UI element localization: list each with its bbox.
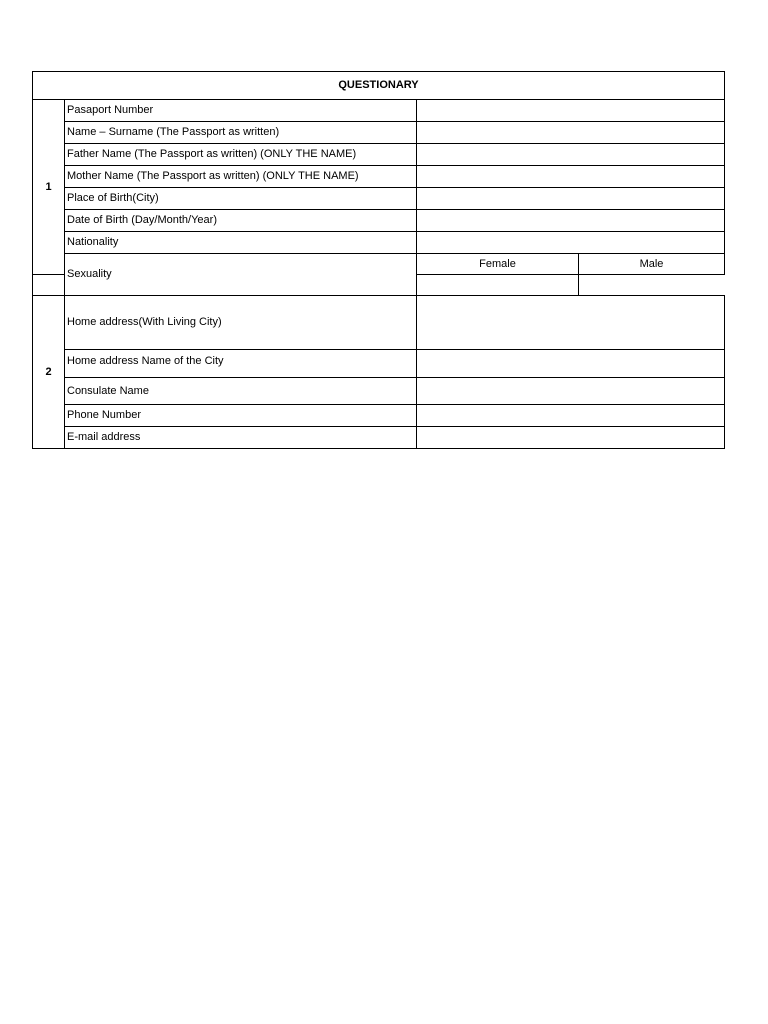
field-input-mother-name[interactable]	[417, 166, 725, 188]
field-label-home-city: Home address Name of the City	[65, 350, 417, 378]
field-label-consulate-name: Consulate Name	[65, 378, 417, 405]
sexuality-option-male-label: Male	[579, 254, 725, 275]
form-row-nationality	[33, 232, 725, 254]
form-row-home-address	[33, 296, 725, 350]
questionary-form	[32, 71, 725, 449]
field-label-nationality: Nationality	[65, 232, 417, 254]
sexuality-option-female-label: Female	[417, 254, 579, 275]
form-row-place-of-birth	[33, 188, 725, 210]
form-title: QUESTIONARY	[33, 72, 725, 100]
field-input-phone-number[interactable]	[417, 405, 725, 427]
section-number-2: 2	[33, 296, 65, 449]
form-row-sexuality	[33, 254, 725, 275]
form-row-home-city	[33, 350, 725, 378]
form-row-father-name	[33, 144, 725, 166]
field-label-father-name: Father Name (The Passport as written) (ONLY THE NAME)	[65, 144, 417, 166]
form-row-consulate-name	[33, 378, 725, 405]
field-input-home-address[interactable]	[417, 296, 725, 350]
field-label-phone-number: Phone Number	[65, 405, 417, 427]
form-row-mother-name	[33, 166, 725, 188]
field-input-place-of-birth[interactable]	[417, 188, 725, 210]
field-label-place-of-birth: Place of Birth(City)	[65, 188, 417, 210]
field-input-passport-number[interactable]	[417, 100, 725, 122]
field-label-email-address: E-mail address	[65, 427, 417, 449]
field-label-passport-number: Pasaport Number	[65, 100, 417, 122]
field-label-sexuality: Sexuality	[65, 254, 417, 296]
field-input-nationality[interactable]	[417, 232, 725, 254]
sexuality-female-input[interactable]	[33, 275, 65, 296]
field-input-date-of-birth[interactable]	[417, 210, 725, 232]
field-input-consulate-name[interactable]	[417, 378, 725, 405]
field-input-email-address[interactable]	[417, 427, 725, 449]
section-number-1: 1	[33, 100, 65, 275]
field-label-name-surname: Name – Surname (The Passport as written)	[65, 122, 417, 144]
field-label-home-address: Home address(With Living City)	[65, 296, 417, 350]
form-row-passport-number	[33, 100, 725, 122]
field-input-father-name[interactable]	[417, 144, 725, 166]
field-label-mother-name: Mother Name (The Passport as written) (ONLY THE NAME)	[65, 166, 417, 188]
field-input-home-city[interactable]	[417, 350, 725, 378]
form-row-name-surname	[33, 122, 725, 144]
sexuality-male-input[interactable]	[417, 275, 579, 296]
field-input-name-surname[interactable]	[417, 122, 725, 144]
form-row-email-address	[33, 427, 725, 449]
form-row-phone-number	[33, 405, 725, 427]
field-label-date-of-birth: Date of Birth (Day/Month/Year)	[65, 210, 417, 232]
form-row-date-of-birth	[33, 210, 725, 232]
